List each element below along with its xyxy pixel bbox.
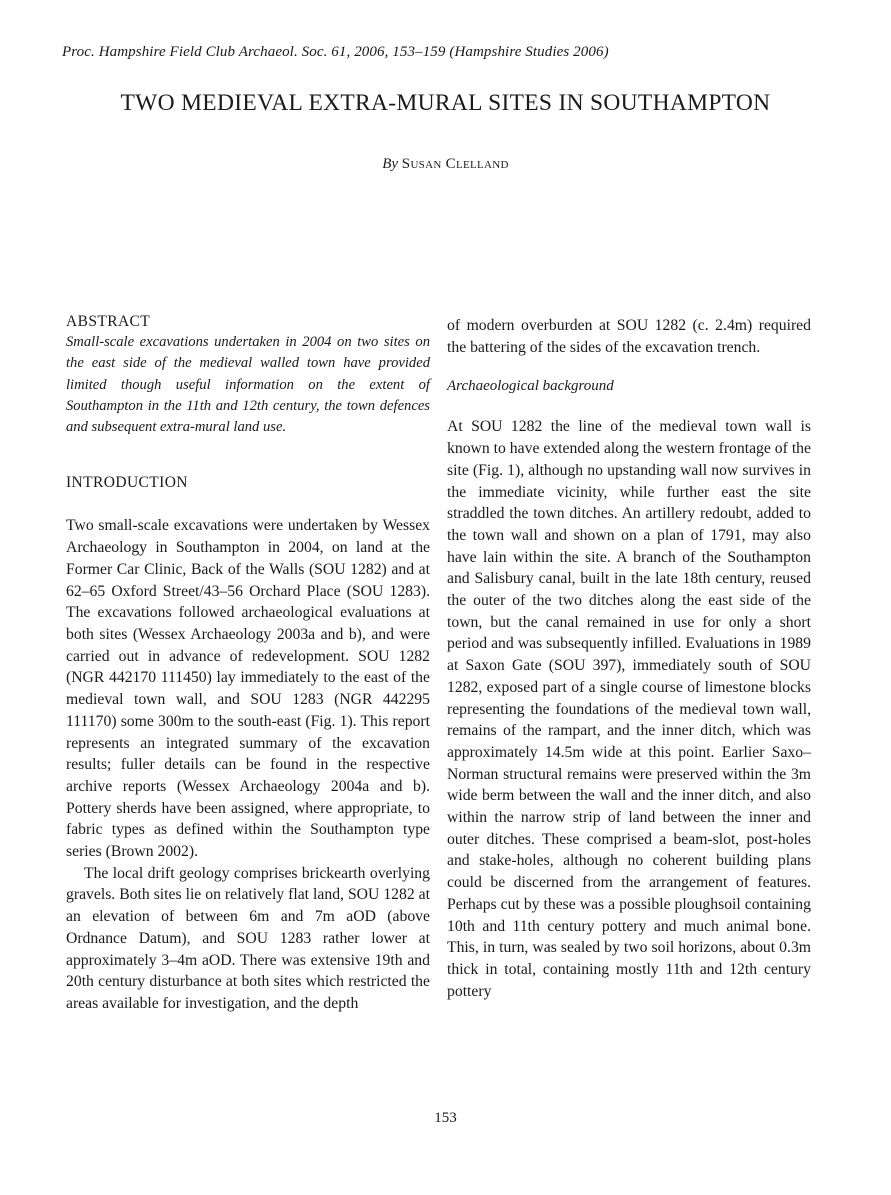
article-title: TWO MEDIEVAL EXTRA-MURAL SITES IN SOUTHAMPTON	[120, 90, 771, 116]
author-name: Susan Clelland	[401, 156, 509, 172]
byline-prefix: By	[382, 156, 399, 172]
left-column	[66, 311, 430, 1015]
introduction-heading: INTRODUCTION	[66, 474, 188, 492]
background-heading: Archaeological background	[447, 378, 614, 395]
intro-paragraph-2: The local drift geology comprises brickearth overlying gravels. Both sites lie on relatively flat land, SOU 1282 at an elevation of between 6m and 7m aOD (above Ordnance Datum), and SOU 1283 rather lower at approximately 3–4m aOD. There was extensive 19th and 20th century disturbance at both sites which restricted the areas available for investigation, and the depth	[66, 864, 430, 1012]
abstract-text: Small-scale excavations undertaken in 2004 on two sites on the east side of the medieval walled town have provided limited though useful information on the extent of Southampton in the 11th and 12th century, the town defences and subsequent extra-mural land use.	[66, 334, 430, 436]
intro-paragraph-1: Two small-scale excavations were undertaken by Wessex Archaeology in Southampton in 2004, on land at the Former Car Clinic, Back of the Walls (SOU 1282) and at 62–65 Oxford Street/43–56 Orchard Place (SOU 1283). The excavations followed archaeological evaluations at both sites (Wessex Archaeology 2003a and b), and were carried out in advance of redevelopment. SOU 1282 (NGR 442170 111450) lay immediately to the east of the medieval town wall, and SOU 1283 (NGR 442295 111170) some 300m to the south-east (Fig. 1). This report represents an integrated summary of the excavation results; fuller details can be found in the respective archive reports (Wessex Archaeology 2004a and b). Pottery sherds have been assigned, where appropriate, to fabric types as defined within the Southampton type series (Brown 2002).	[66, 517, 430, 861]
abstract-heading: ABSTRACT	[66, 313, 151, 330]
continuation-paragraph: of modern overburden at SOU 1282 (c. 2.4m) required the battering of the sides of the excavation trench.	[447, 317, 811, 356]
byline	[0, 156, 891, 173]
background-paragraph-1: At SOU 1282 the line of the medieval town wall is known to have extended along the western frontage of the site (Fig. 1), although no upstanding wall now survives in the immediate vicinity, while further east the site straddled the town ditches. An artillery redoubt, added to the town wall and shown on a plan of 1791, may also have lain within the site. A branch of the Southampton and Salisbury canal, built in the late 18th century, reused the outer of the two ditches along the east side of the town, but the canal remained in use for only a short period and was subsequently infilled. Evaluations in 1989 at Saxon Gate (SOU 397), immediately south of SOU 1282, exposed part of a single course of limestone blocks representing the foundations of the medieval town wall, remains of the rampart, and the inner ditch, which was approximately 14.5m wide at this point. Earlier Saxo–Norman structural remains were preserved within the 3m wide berm between the wall and the inner ditch, and also within the narrow strip of land between the inner and outer ditches. These comprised a beam-slot, post-holes and stake-holes, although no coherent building plans could be discerned from the arrangement of features. Perhaps cut by these was a possible ploughsoil containing 10th and 11th century pottery and much animal bone. This, in turn, was sealed by two soil horizons, about 0.3m thick in total, containing mostly 11th and 12th century pottery	[447, 418, 811, 1000]
running-head: Proc. Hampshire Field Club Archaeol. Soc. 61, 2006, 153–159 (Hampshire Studies 2006)	[62, 44, 609, 60]
page-number: 153	[434, 1110, 457, 1126]
right-column	[447, 315, 811, 1002]
